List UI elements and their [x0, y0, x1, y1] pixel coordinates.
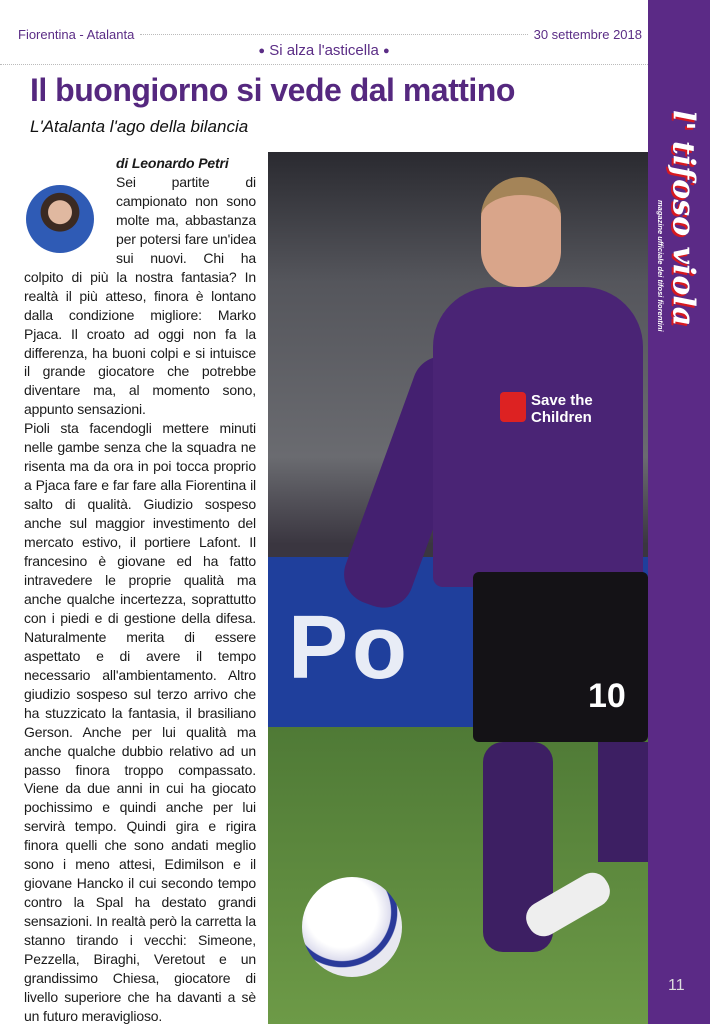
football — [302, 877, 402, 977]
author-byline: di Leonardo Petri — [116, 155, 229, 171]
player-jersey — [433, 287, 643, 587]
paragraph: Pioli sta facendogli mettere minuti nelle gambe senza che la squadra ne risenta ma da ora in poi tocca proprio a Pjaca fare e far fare alla Fiorentina il salto di qualità. Giudizio sospeso anche sul maggior investimento del mercato estivo, il portiere Lafont. Il francesino è giovane ed ha fatto intravedere le proprie qualità ma anche qualche incertezza, soprattutto con i piedi e di gestione della difesa. Naturalmente merita di essere aspettato e di avere il tempo necessario all'ambientamento. Altro giudizio sospeso sul terzo arrivo che ha stuzzicato la fantasia, il brasiliano Gerson. Anche per lui qualità ma anche qualche dubbio relativo ad un passo finora troppo compassato. Viene da due anni in cui ha giocato pochissimo e quindi anche per lui servirà tempo. Quindi gira e rigira finora quelli che sono andati meglio sono i meno attesi, Edimilson e il giovane Hancko il cui secondo tempo contro la Spal ha destato grandi sensazioni. In realtà però la carretta la stanno tirando i vecchi: Simeone, Pezzella, Biraghi, Veretout e un grandissimo Chiesa, giocatore di livello superiore che ha davanti a sè un futuro meraviglioso. — [24, 420, 256, 1024]
sponsor-logo-icon — [500, 392, 526, 422]
player-shorts — [473, 572, 648, 742]
section-title — [0, 42, 648, 59]
page-number: 11 — [668, 977, 685, 994]
logo-text: l' tifoso viola — [665, 110, 701, 327]
ad-board-text: Po — [288, 598, 412, 698]
article-subtitle: L'Atalanta l'ago della bilancia — [30, 117, 249, 136]
shirt-number: 10 — [588, 677, 626, 715]
paragraph: Sei partite di campionato non sono molte ma, abbastanza per potersi fare un'idea sui nuovi. Chi ha colpito di più la nostra fantasia? In realtà il più atteso, finora è lontano dalla condizione migliore: Marko Pjaca. Il croato ad oggi non fa la differenza, ha buoni colpi e si intuisce il grande giocatore che potrebbe diventare ma, al momento sono, appunto sensazioni. — [24, 173, 256, 418]
author-avatar — [26, 185, 94, 253]
magazine-logo — [656, 110, 703, 370]
running-header — [18, 26, 642, 42]
player-photo — [268, 152, 648, 1024]
divider — [0, 64, 648, 65]
bullet-icon: ● — [258, 45, 266, 58]
issue-date: 30 settembre 2018 — [533, 26, 642, 42]
article-title: Il buongiorno si vede dal mattino — [30, 72, 515, 108]
dotted-leader — [140, 34, 527, 35]
player-head — [481, 177, 561, 287]
article-body — [24, 152, 256, 1026]
section-label: Si alza l'asticella — [269, 42, 379, 59]
player-leg — [598, 742, 648, 862]
match-label: Fiorentina - Atalanta — [18, 26, 135, 42]
bullet-icon: ● — [382, 45, 390, 58]
jersey-sponsor: Save the Children — [500, 392, 601, 426]
logo-tagline: magazine ufficiale dei tifosi fiorentini — [656, 200, 665, 332]
